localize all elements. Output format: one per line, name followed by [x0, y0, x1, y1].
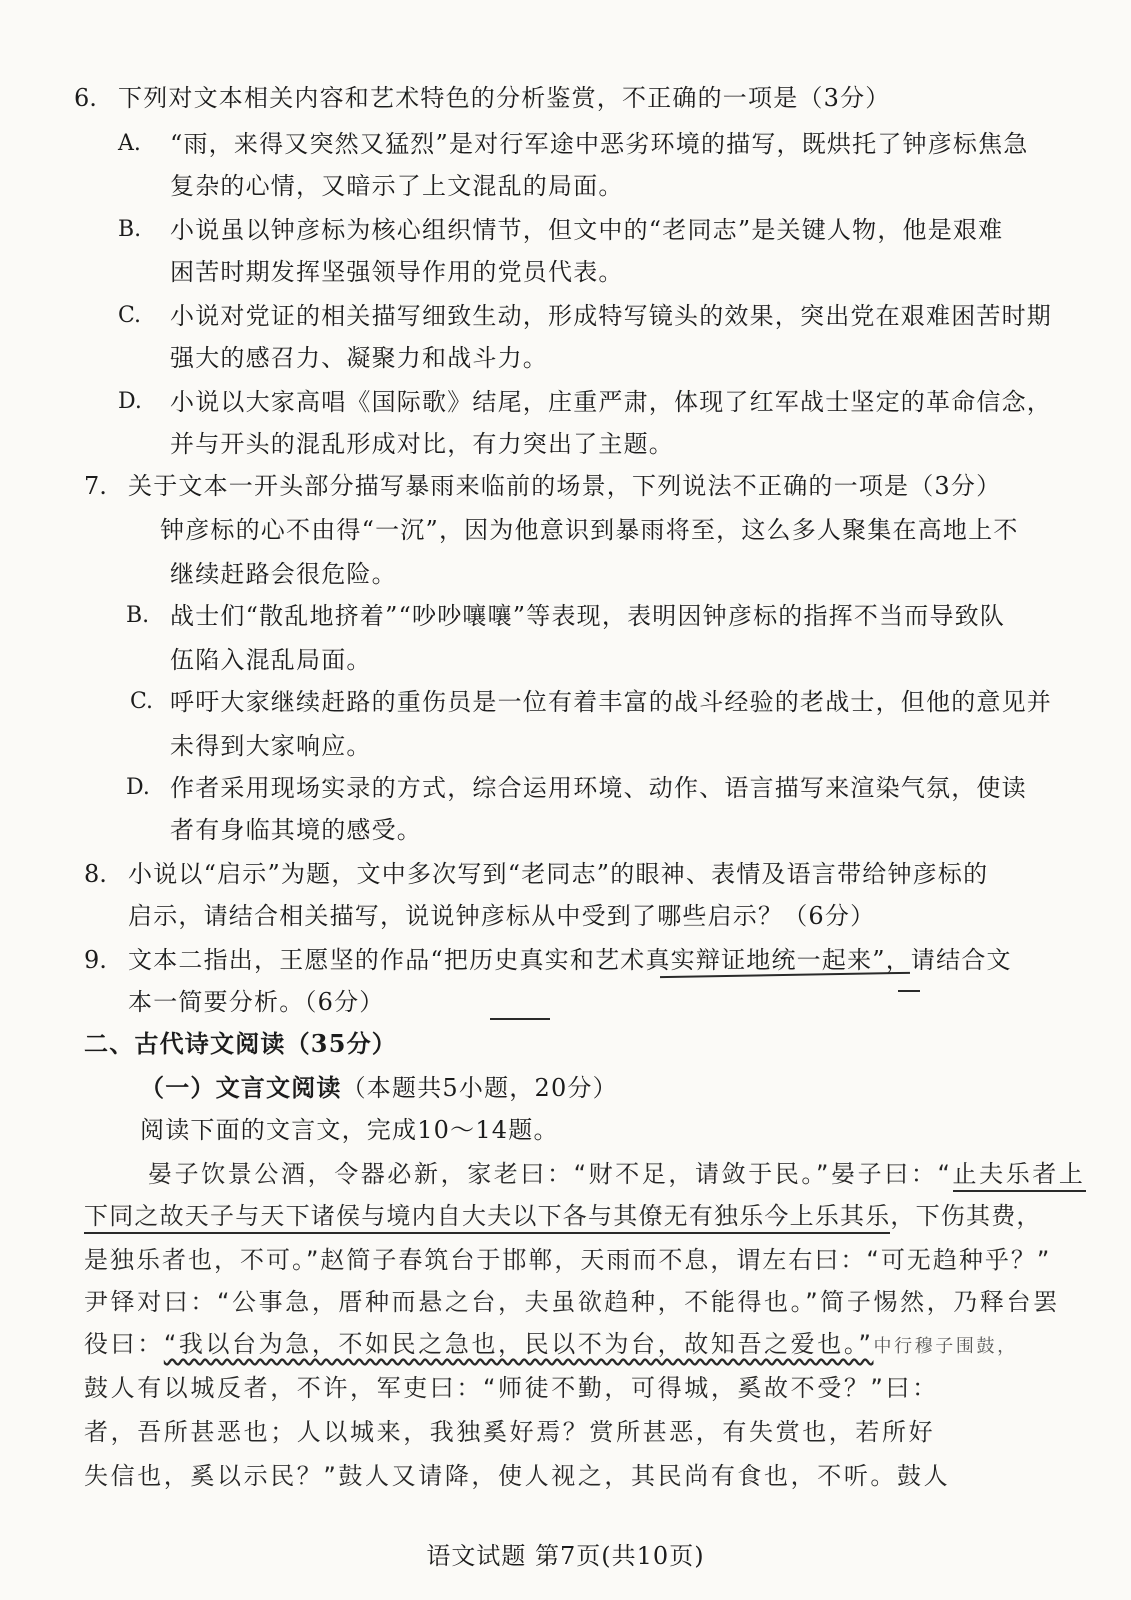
passage-line-2 [84, 1198, 1042, 1234]
q6-stem: 下列对文本相关内容和艺术特色的分析鉴赏，不正确的一项是（3分） [118, 84, 891, 112]
passage-line-7: 者，吾所甚恶也；人以城来，我独奚好焉？赏所甚恶，有失赏也，若所好 [84, 1418, 936, 1446]
q6-option-b-line1: 小说虽以钟彦标为核心组织情节，但文中的“老同志”是关键人物，他是艰难 [170, 216, 1004, 244]
q8-number: 8. [84, 860, 107, 888]
q6-option-d-line1: 小说以大家高唱《国际歌》结尾，庄重严肃，体现了红军战士坚定的革命信念， [170, 388, 1052, 416]
q7-option-d-label: D. [126, 775, 150, 800]
q6-option-c-label: C. [118, 303, 142, 328]
q9-line2: 本一简要分析。（6分） [128, 988, 385, 1016]
q9-line1: 文本二指出，王愿坚的作品“把历史真实和艺术真实辩证地统一起来”，请结合文 [128, 946, 1012, 974]
q7-option-b-line1: 战士们“散乱地挤着”“吵吵嚷嚷”等表现，表明因钟彦标的指挥不当而导致队 [170, 602, 1006, 630]
passage-line-1-text: 晏子饮景公酒，令器必新，家老曰：“财不足，请敛于民。”晏子曰：“ [148, 1160, 953, 1188]
q7-option-a-line2: 继续赶路会很危险。 [170, 560, 397, 588]
subsection-note: （本题共5小题，20分） [341, 1074, 618, 1102]
section-heading: 二、古代诗文阅读（35分） [84, 1029, 397, 1058]
q6-option-b-line2: 困苦时期发挥坚强领导作用的党员代表。 [170, 258, 624, 286]
passage-line-5-text: 役曰： [84, 1330, 164, 1358]
q7-option-b-label: B. [126, 603, 150, 628]
passage-line-1 [148, 1156, 1086, 1192]
passage-line-2-text: ，下伤其费， [890, 1202, 1042, 1230]
q6-option-a-line1: “雨，来得又突然又猛烈”是对行军途中恶劣环境的描写，既烘托了钟彦标焦急 [170, 130, 1029, 158]
passage-line-5-faint: 中行穆子围鼓， [873, 1336, 1018, 1357]
passage-underlined-segment-1: 止夫乐者上 [953, 1160, 1086, 1192]
passage-line-6: 鼓人有以城反者，不许，军吏曰：“师徒不勤，可得城，奚故不受？”曰： [84, 1374, 939, 1402]
q9-number: 9. [84, 946, 107, 974]
q6-option-d-label: D. [118, 389, 142, 414]
passage-line-4: 尹铎对曰：“公事急，厝种而悬之台，夫虽欲趋种，不能得也。”简子惕然，乃释台罢 [84, 1288, 1060, 1316]
passage-line-8: 失信也，奚以示民？”鼓人又请降，使人视之，其民尚有食也，不听。鼓人 [84, 1462, 951, 1490]
q7-option-b-line2: 伍陷入混乱局面。 [170, 646, 372, 674]
q6-number: 6. [74, 84, 97, 112]
q6-option-c-line2: 强大的感召力、凝聚力和战斗力。 [170, 344, 548, 372]
subsection-title: （一）文言文阅读 [140, 1073, 342, 1102]
q7-option-c-line1: 呼吁大家继续赶路的重伤员是一位有着丰富的战斗经验的老战士，但他的意见并 [170, 688, 1052, 716]
q7-option-c-line2: 未得到大家响应。 [170, 732, 372, 760]
passage-line-3: 是独乐者也，不可。”赵简子春筑台于邯郸，天雨而不息，谓左右曰：“可无趋种乎？” [84, 1246, 1052, 1274]
q6-option-a-line2: 复杂的心情，又暗示了上文混乱的局面。 [170, 172, 624, 200]
passage-wavy-underlined-segment: “我以台为急，不如民之急也，民以不为台，故知吾之爱也。” [163, 1330, 874, 1358]
q8-line1: 小说以“启示”为题，文中多次写到“老同志”的眼神、表情及语言带给钟彦标的 [128, 860, 989, 888]
q7-option-d-line1: 作者采用现场实录的方式，综合运用环境、动作、语言描写来渲染气氛，使读 [170, 774, 1027, 802]
q7-option-a-line1: 钟彦标的心不由得“一沉”，因为他意识到暴雨将至，这么多人聚集在高地上不 [160, 516, 1019, 544]
q7-stem: 关于文本一开头部分描写暴雨来临前的场景，下列说法不正确的一项是（3分） [128, 472, 1002, 500]
q6-option-a-label: A. [118, 131, 141, 156]
instruction-text: 阅读下面的文言文，完成10～14题。 [140, 1116, 559, 1144]
q8-line2: 启示，请结合相关描写，说说钟彦标从中受到了哪些启示？（6分） [128, 902, 876, 930]
q6-option-c-line1: 小说对党证的相关描写细致生动，形成特写镜头的效果，突出党在艰难困苦时期 [170, 302, 1052, 330]
passage-line-5 [84, 1326, 1018, 1365]
q6-option-d-line2: 并与开头的混乱形成对比，有力突出了主题。 [170, 430, 674, 458]
q7-option-d-line2: 者有身临其境的感受。 [170, 816, 422, 844]
q6-option-b-label: B. [118, 217, 142, 242]
pencil-dash-mark-2 [898, 990, 920, 992]
q7-number: 7. [84, 472, 107, 500]
page-footer: 语文试题 第7页(共10页) [426, 1542, 705, 1570]
q7-option-c-label: C. [130, 689, 154, 714]
subsection-heading [140, 1070, 618, 1106]
passage-underlined-segment-2: 下同之故天子与天下诸侯与境内自大夫以下各与其僚无有独乐今上乐其乐 [84, 1202, 890, 1234]
pencil-dash-mark [490, 1018, 550, 1020]
